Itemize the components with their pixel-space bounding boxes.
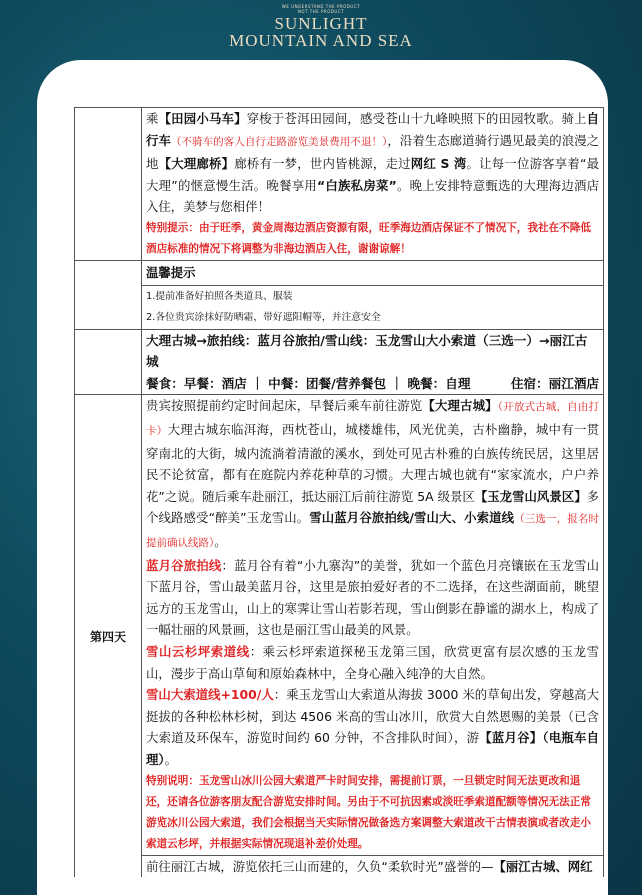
- brand-title-line2: MOUNTAIN AND SEA: [229, 31, 413, 50]
- meal-breakfast: 餐食：早餐：酒店: [146, 375, 247, 391]
- warm-tip-item: 1.提前准备好拍照各类道具、服装: [146, 290, 293, 302]
- meal-dinner: 晚餐：自理: [407, 375, 471, 391]
- day4-meals-line: 餐食：早餐：酒店 ｜ 中餐：团餐/营养餐包 ｜ 晚餐：自理 住宿：丽江酒店: [146, 373, 599, 395]
- day3-special-tip: 特别提示：由于旺季，黄金周海边酒店资源有限，旺季海边酒店保证不了情况下，我社在不降低酒店标准的情况下将调整为非海边酒店入住，谢谢谅解！: [146, 221, 591, 255]
- brand-header: [0, 4, 642, 50]
- day3-paragraph: 乘【田园小马车】穿梭于苍洱田园间，感受苍山十九峰映照下的田园牧歌。骑上自行车（不骑车的客人自行走路游览美景费用不退！），沿着生态廊道骑行遇见最美的浪漫之地【大理廊桥】廊桥有一梦，世内皆桃源，走过网红 S 湾。让每一位游客享着“最大理”的惬意慢生活。晚餐享用“白族私房菜”。晚上安排特意甄选的大理海边酒店入住，美梦与您相伴！: [146, 111, 600, 215]
- warm-tip-item: 2.各位贵宾涂抹好防晒霜，带好遮阳帽等，并注意安全: [146, 312, 381, 324]
- day3-label-cell: [75, 108, 142, 260]
- lanyue-route: 蓝月谷旅拍线：蓝月谷有着“小九寨沟”的美誉，犹如一个蓝色月亮镶嵌在玉龙雪山下蓝月谷，雪山最美蓝月谷，这里是旅拍爱好者的不二选择，在这些湖面前，眺望远方的玉龙雪山，山上的寒霁让雪山若影若现，雪山倒影在静谧的湖水上，构成了一幅壮丽的风景画，这也是丽江雪山最美的风景。: [146, 557, 600, 638]
- itinerary-table: [74, 107, 604, 877]
- day4-content: [142, 395, 603, 877]
- day4-last-line: 前往丽江古城，游览依托三山而建的，久负“柔软时光”盛誉的—【丽江古城、网红: [142, 855, 603, 878]
- day4-header-content: [142, 330, 603, 395]
- brand-tagline: WE UNDERSTAND THE PRODUCT: [281, 4, 361, 9]
- day4-label: 第四天: [75, 395, 142, 877]
- brand-tagline-2: NOT THE PRODUCT: [297, 9, 345, 14]
- warm-tips-content: [142, 261, 603, 329]
- day4-route-title: 大理古城→旅拍线：蓝月谷旅拍/雪山线：玉龙雪山大小索道（三选一）→丽江古城: [146, 332, 588, 370]
- day3-row: [75, 108, 603, 260]
- warm-tips-title: 温馨提示: [146, 264, 196, 280]
- day4-intro: 贵宾按照提前约定时间起床，早餐后乘车前往游览【大理古城】（开放式古城，自由打卡）大理古城东临洱海，西枕苍山，城楼雄伟，风光优美，古朴幽静，城中有一贯穿南北的大街，城内流淌着清澈的溪水，到处可见古朴雅的白族传统民居，这里居民不论贫富，都有在庭院内养花种草的习惯。大理古城也就有“家家流水，户户养花”之说。随后乘车赴丽江，抵达丽江后前往游览 5A 级景区【玉龙雪山风景区】多个线路感受“醉美”玉龙雪山。雪山蓝月谷旅拍线/雪山大、小索道线（三选一，报名时提前确认线路）。: [146, 398, 600, 550]
- big-cableway-route: 雪山大索道线+100/人：乘玉龙雪山大索道从海拔 3000 米的草甸出发，穿越高大挺拔的各种松林杉树，到达 4506 米高的雪山冰川，欣赏大自然恩赐的美景（已含大索道及环保车，游览时间约 60 分钟，不含排队时间），游【蓝月谷】（电瓶车自理）。: [146, 687, 599, 767]
- brand-title-line1: SUNLIGHT: [274, 14, 368, 33]
- warm-tips-row: [75, 260, 603, 329]
- day4-header-row: [75, 329, 603, 395]
- meal-lunch: 中餐：团餐/营养餐包: [268, 375, 387, 391]
- day4-header-label-cell: [75, 330, 142, 395]
- lodging: 住宿：丽江酒店: [510, 375, 599, 391]
- day3-content: [142, 108, 603, 260]
- warm-tips-label-cell: [75, 261, 142, 329]
- day4-special-note: 特别说明：玉龙雪山冰川公园大索道严卡时间安排，需提前订票，一旦锁定时间无法更改和退还，还请各位游客朋友配合游览安排时间。另由于不可抗因素或淡旺季索道配额等情况无法正常游览冰川公园大索道，我们会根据当天实际情况做备选方案调整大索道改干古情表演或者改走小索道云杉坪，并根据实际情况现退补差价处理。: [146, 774, 591, 850]
- day4-body-row: [75, 394, 603, 877]
- warm-tips-list: [142, 285, 603, 329]
- yunshan-route: 雪山云杉坪索道线：乘云杉坪索道探秘玉龙第三国，欣赏更富有层次感的玉龙雪山，漫步于高山草甸和原始森林中，全身心融入纯净的大自然。: [146, 644, 600, 681]
- itinerary-card: [37, 60, 608, 895]
